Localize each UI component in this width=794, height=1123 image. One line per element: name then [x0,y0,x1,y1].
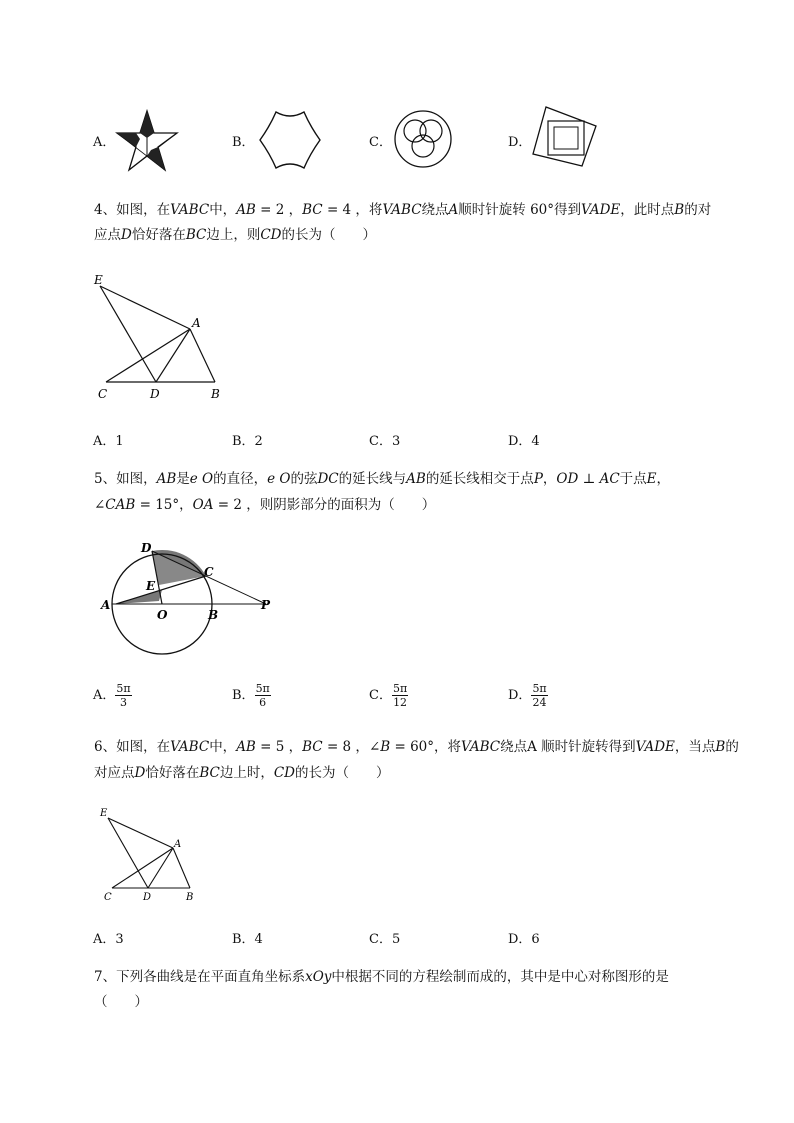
q5-option-b[interactable] [232,682,271,709]
point-label-o: O [157,608,168,622]
math: VABC [170,739,210,755]
q5-text-line2 [94,492,435,518]
text: 恰好落在 [131,227,186,243]
text: = 2 ， [255,202,303,218]
text: 的长为（ ） [281,227,376,243]
text: 的延长线相交于点 [425,471,534,487]
math: VABC [170,202,210,218]
text: 中， [209,739,237,755]
point-label-c: C [204,565,214,579]
math: B [674,202,685,218]
text: ， [542,471,557,487]
math: e O [189,471,214,487]
point-label-e: E [100,808,108,819]
text: 的长为（ ） [295,765,390,781]
point-label-b: B [211,387,220,401]
math: AB [406,471,426,487]
q6-option-c[interactable]: C．5 [369,932,401,947]
text: = 5 ， [255,739,303,755]
math: CD [273,765,295,781]
math: A [448,202,459,218]
text: 的 [725,739,739,755]
numerator: 5π [532,682,547,695]
q4-option-a[interactable]: A．1 [93,434,124,449]
q3-options [0,100,794,180]
text: = 15°， [135,497,193,513]
q4-option-b[interactable]: B．2 [232,434,263,449]
point-label-e: E [94,273,103,287]
option-prefix: D． [508,688,532,703]
point-label-d: D [143,892,152,903]
math: VABC [382,202,422,218]
text: 的延长线与 [338,471,407,487]
math: AB [156,471,177,487]
text: 边上时， [219,765,274,781]
numerator: 5π [392,682,408,695]
denominator: 12 [393,696,408,709]
text: 7、下列各曲线是在平面直角坐标系 [94,969,306,985]
text: ，当点 [674,739,716,755]
q3-option-b-label: B． [232,135,255,150]
q6-text-line1 [94,734,739,760]
rotated-squares-icon [530,104,602,170]
text: 5、如图， [94,471,157,487]
q6-option-d[interactable]: D．6 [508,932,540,947]
math: OD ⊥ AC [556,471,620,487]
q6-text-line2 [94,760,390,786]
q7-text-line2: （ ） [94,994,148,1010]
math: CD [260,227,282,243]
q3-option-c-label: C． [369,135,392,150]
math: BC [302,202,323,218]
denominator: 6 [259,696,267,709]
q5-text-line1 [94,466,670,492]
curved-hexagon-icon [256,108,324,172]
q7-text-line1 [94,964,669,990]
math: E [646,471,657,487]
math: BC [302,739,323,755]
text: ， [656,471,671,487]
q3-option-d-label: D． [508,135,532,150]
denominator: 3 [120,696,127,709]
text: 顺时针旋转 60°得到 [458,202,582,218]
text: 恰好落在 [145,765,200,781]
math: P [533,471,543,487]
text: = 4 ，将 [322,202,383,218]
fraction [392,682,408,709]
math: VADE [581,202,621,218]
option-prefix: C． [369,688,392,703]
text: 的弦 [290,471,318,487]
math: DC [317,471,339,487]
math: BC [185,227,207,243]
text: 6、如图，在 [94,739,171,755]
text: 边上，则 [206,227,261,243]
point-label-d: D [150,387,160,401]
fraction [255,682,271,709]
math: BC [199,765,220,781]
point-label-e: E [146,579,156,593]
point-label-b: B [186,892,194,903]
q4-text-line1 [94,197,711,223]
q5-figure [96,538,286,660]
text: 绕点A 顺时针旋转得到 [500,739,636,755]
point-label-p: P [261,598,271,612]
numerator: 5π [255,682,270,695]
math: xOy [305,969,332,985]
text: 的对 [684,202,712,218]
numerator: 5π [116,682,131,695]
q4-text-line2 [94,222,376,248]
math: e O [267,471,291,487]
fraction [531,682,547,709]
math: ∠B [368,739,391,755]
text: = 60°，将 [390,739,461,755]
q6-option-a[interactable]: A．3 [93,932,124,947]
q4-figure [90,268,230,406]
point-label-a: A [101,598,111,612]
option-prefix: A． [93,688,116,703]
q5-option-a[interactable] [93,682,132,709]
text: ，此时点 [620,202,675,218]
point-label-d: D [141,541,152,555]
text: 是 [176,471,190,487]
text: 应点 [94,227,121,243]
point-label-a: A [174,839,182,850]
math: AB [236,202,256,218]
text: 4、如图，在 [94,202,171,218]
denominator: 24 [532,696,547,709]
point-label-a: A [192,316,201,330]
q6-option-b[interactable]: B．4 [232,932,263,947]
point-label-c: C [98,387,108,401]
q4-option-c[interactable]: C．3 [369,434,401,449]
math: OA [192,497,214,513]
text: 的直径， [213,471,268,487]
math: B [715,739,726,755]
q3-option-a-label: A． [93,135,116,150]
three-circles-icon [393,108,453,170]
text: 中， [209,202,237,218]
text: = 2 ，则阴影部分的面积为（ ） [213,497,436,513]
q6-figure [96,804,206,904]
math: VABC [461,739,501,755]
math: ∠CAB [94,497,136,513]
point-label-c: C [104,892,112,903]
star-icon [113,108,181,174]
math: D [121,227,132,243]
math: AB [236,739,256,755]
text: = 8 ， [322,739,369,755]
text: 中根据不同的方程绘制而成的，其中是中心对称图形的是 [331,969,669,985]
text: 于点 [619,471,647,487]
math: VADE [635,739,675,755]
option-prefix: B． [232,688,255,703]
text: 对应点 [94,765,135,781]
point-label-b: B [208,608,219,622]
q5-option-c[interactable] [369,682,408,709]
text: 绕点 [421,202,449,218]
fraction [115,682,131,709]
math: D [134,765,146,781]
q5-option-d[interactable] [508,682,548,709]
q4-option-d[interactable]: D．4 [508,434,540,449]
